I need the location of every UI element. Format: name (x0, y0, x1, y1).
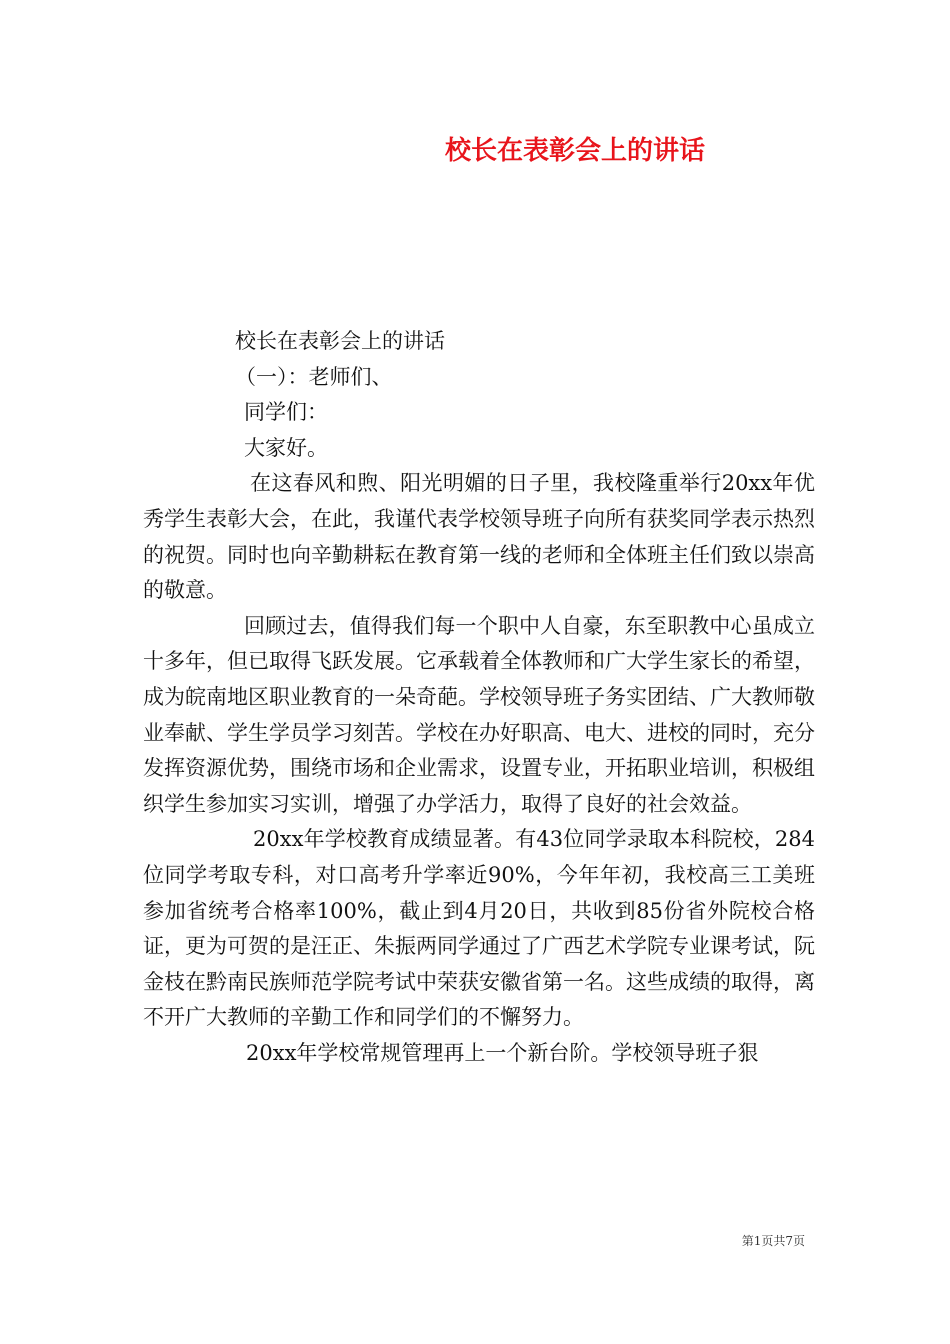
paragraph (143, 822, 815, 1036)
subtitle: 校长在表彰会上的讲话 (235, 329, 445, 353)
document-body (143, 324, 815, 1071)
paragraph-text: 20xx年学校常规管理再上一个新台阶。学校领导班子狠 (246, 1040, 759, 1065)
page-number: 第1页共7页 (741, 1234, 805, 1248)
paragraph-text: 20xx年学校教育成绩显著。有43位同学录取本科院校，284位同学考取专科，对口高考升学率近90%，今年年初，我校高三工美班参加省统考合格率100%，截止到4月20日，共收到85份省外院校合格证，更为可贺的是汪正、朱振两同学通过了广西艺术学院专业课考试，阮金枝在黔南民族师范学院考试中荣获安徽省第一名。这些成绩的取得，离不开广大教师的辛勤工作和同学们的不懈努力。 (143, 827, 815, 1030)
paragraph (143, 1036, 815, 1072)
paragraph (143, 609, 815, 823)
section-label: （一）：老师们、 (235, 364, 393, 389)
paragraph (143, 466, 815, 608)
page-title: 校长在表彰会上的讲话 (444, 136, 705, 166)
greeting-hello: 大家好。 (244, 435, 328, 460)
paragraph-text: 回顾过去，值得我们每一个职中人自豪，东至职教中心虽成立十多年，但已取得飞跃发展。它承载着全体教师和广大学生家长的希望，成为皖南地区职业教育的一朵奇葩。学校领导班子务实团结、广大教师敬业奉献、学生学员学习刻苦。学校在办好职高、电大、进校的同时，充分发挥资源优势，围绕市场和企业需求，设置专业，开拓职业培训，积极组织学生参加实习实训，增强了办学活力，取得了良好的社会效益。 (143, 613, 815, 816)
greeting-students: 同学们： (244, 400, 328, 425)
paragraph-text: 在这春风和煦、阳光明媚的日子里，我校隆重举行20xx年优秀学生表彰大会，在此，我谨代表学校领导班子向所有获奖同学表示热烈的祝贺。同时也向辛勤耕耘在教育第一线的老师和全体班主任们致以崇高的敬意。 (143, 471, 815, 603)
